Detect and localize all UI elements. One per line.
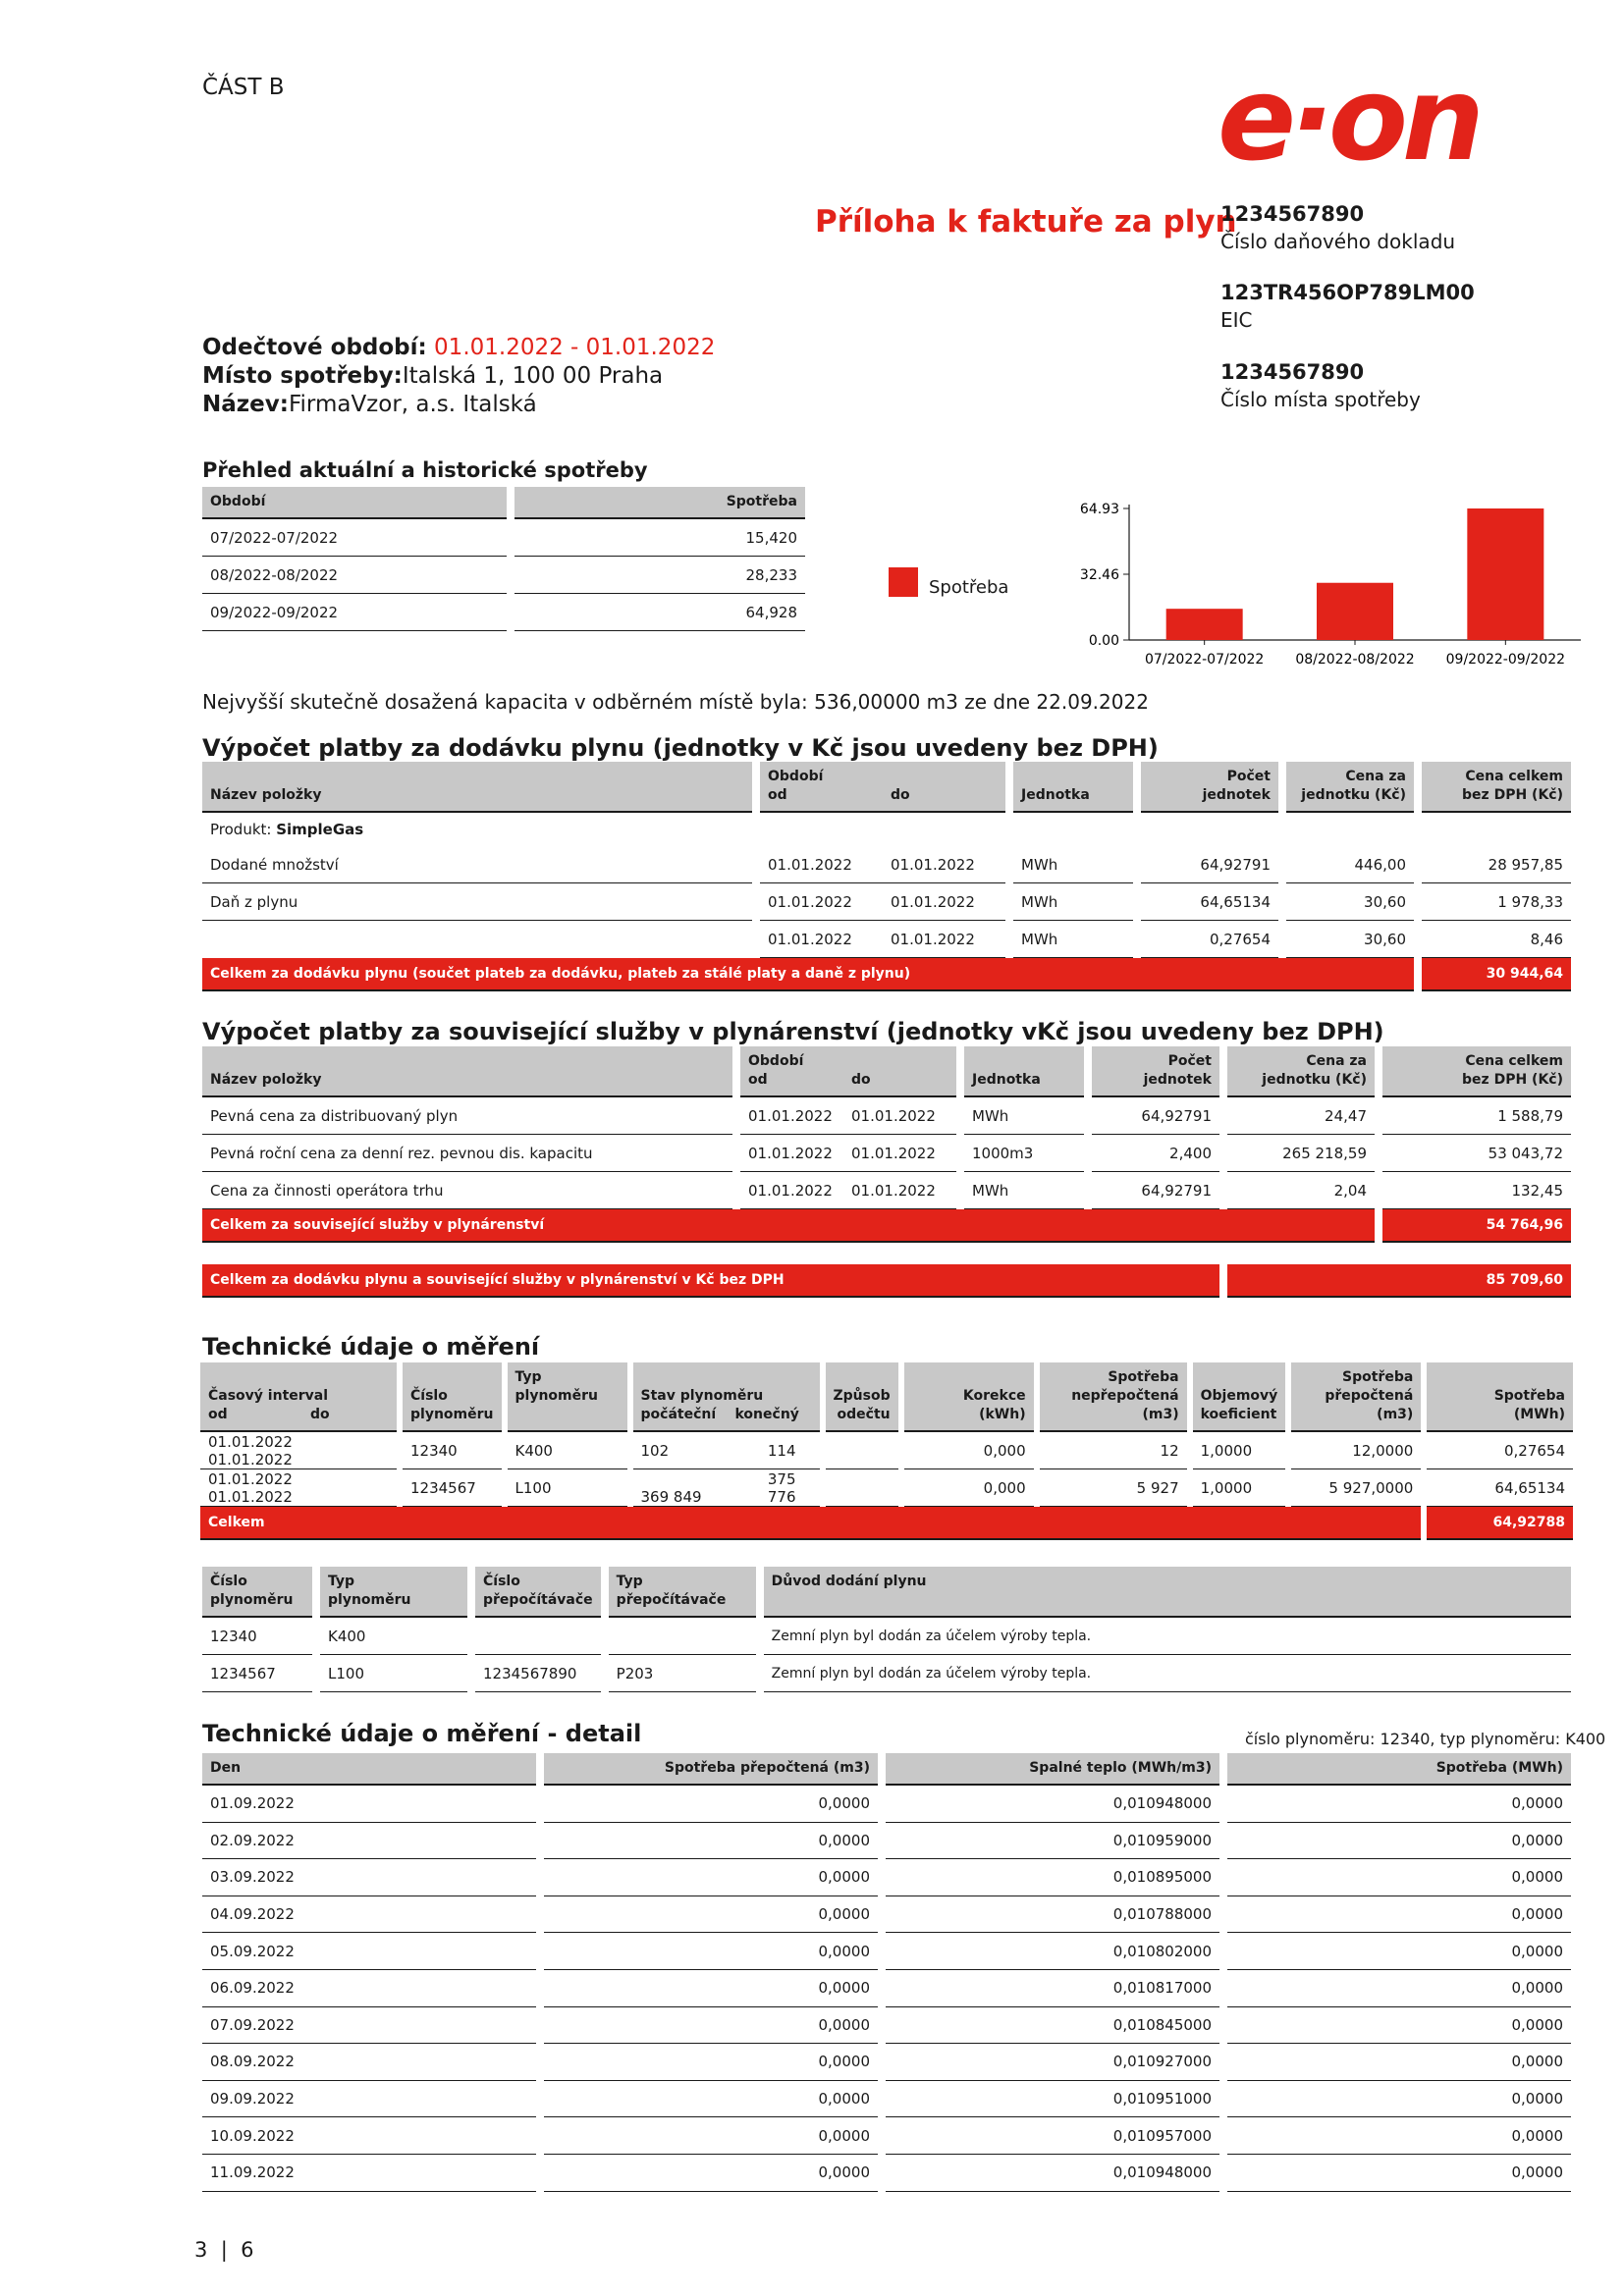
- col-consumption-mwh: Spotřeba (MWh): [1227, 1753, 1571, 1786]
- table-row: Daň z plynu 01.01.2022 01.01.2022 MWh 64,65134 30,60 1 978,33: [202, 883, 1571, 921]
- table-row: Pevná cena za distribuovaný plyn 01.01.2022 01.01.2022 MWh 64,92791 24,47 1 588,79: [202, 1097, 1571, 1135]
- col-converter-no: Číslo přepočítávače: [475, 1567, 601, 1618]
- grand-total-row: [202, 1264, 1571, 1298]
- x-tick-label: 09/2022-09/2022: [1445, 652, 1566, 667]
- table-row: 03.09.2022 0,0000 0,010895000 0,0000: [202, 1859, 1571, 1896]
- id-value: 1234567890: [1220, 360, 1365, 384]
- place-label: Místo spotřeby:: [202, 363, 403, 389]
- col-period: Období od do: [740, 1046, 956, 1097]
- col-unit-price: Cena za jednotku (Kč): [1286, 762, 1414, 813]
- col-converter-type: Typ přepočítávače: [609, 1567, 756, 1618]
- bar: [1317, 583, 1393, 640]
- col-meter-no: Číslo plynoměru: [403, 1362, 502, 1432]
- bar: [1166, 609, 1243, 640]
- table-row: 08/2022-08/2022 28,233: [202, 557, 805, 594]
- services-table: [194, 1046, 1579, 1298]
- consumption-chart: [1060, 491, 1581, 687]
- table-row: 01.01.2022 01.01.2022 MWh 0,27654 30,60 8,46: [202, 921, 1571, 958]
- table-row: 08.09.2022 0,0000 0,010927000 0,0000: [202, 2044, 1571, 2081]
- total-label: Celkem za dodávku plynu (součet plateb za dodávku, plateb za stálé platy a daně z plynu): [202, 958, 1414, 991]
- table-row: 09/2022-09/2022 64,928: [202, 594, 805, 631]
- table-row: Dodané množství 01.01.2022 01.01.2022 MWh 64,92791 446,00 28 957,85: [202, 846, 1571, 883]
- y-tick-label: 64.93: [1079, 502, 1119, 517]
- period-value: 01.01.2022 - 01.01.2022: [434, 335, 716, 360]
- col-unit-price: Cena za jednotku (Kč): [1227, 1046, 1375, 1097]
- table-row: 12340 K400 Zemní plyn byl dodán za účelem výroby tepla.: [202, 1618, 1571, 1655]
- col-corrected-m3: Spotřeba přepočtená (m3): [544, 1753, 878, 1786]
- col-reason: Důvod dodání plynu: [764, 1567, 1571, 1618]
- consumption-point-id: [1220, 360, 1421, 411]
- document-title: Příloha k faktuře za plyn: [815, 204, 1237, 240]
- table-row: 01.01.202201.01.2022 1234567 L100 369 849375 776 0,000 5 927 1,0000 5 927,0000 64,65134: [200, 1469, 1573, 1507]
- supply-total-row: [202, 958, 1571, 991]
- total-label: Celkem za související služby v plynárenství: [202, 1209, 1375, 1243]
- table-row: Cena za činnosti operátora trhu 01.01.2022 01.01.2022 MWh 64,92791 2,04 132,45: [202, 1172, 1571, 1209]
- detail-table: [194, 1753, 1579, 2192]
- supply-title: Výpočet platby za dodávku plynu (jednotky v Kč jsou uvedeny bez DPH): [202, 734, 1159, 762]
- tax-document-id: [1220, 202, 1455, 253]
- col-meter-no: Číslo plynoměru: [202, 1567, 312, 1618]
- bar: [1467, 508, 1543, 640]
- meter-note: číslo plynoměru: 12340, typ plynoměru: K400: [1245, 1730, 1606, 1748]
- overview-title: Přehled aktuální a historické spotřeby: [202, 458, 648, 482]
- col-name: Název položky: [202, 762, 752, 813]
- page-number: 3 | 6: [194, 2238, 254, 2262]
- table-row: 10.09.2022 0,0000 0,010957000 0,0000: [202, 2117, 1571, 2155]
- table-row: 09.09.2022 0,0000 0,010951000 0,0000: [202, 2081, 1571, 2118]
- part-label: ČÁST B: [202, 75, 285, 100]
- total-value: 54 764,96: [1382, 1209, 1571, 1243]
- col-total: Cena celkem bez DPH (Kč): [1382, 1046, 1571, 1097]
- col-heat-value: Spalné teplo (MWh/m3): [886, 1753, 1219, 1786]
- services-total-row: [202, 1209, 1571, 1243]
- table-row: 07.09.2022 0,0000 0,010845000 0,0000: [202, 2007, 1571, 2045]
- col-total: Cena celkem bez DPH (Kč): [1422, 762, 1571, 813]
- id-value: 1234567890: [1220, 202, 1365, 226]
- col-unit: Jednotka: [1013, 762, 1133, 813]
- table-row: 04.09.2022 0,0000 0,010788000 0,0000: [202, 1896, 1571, 1934]
- col-unit: Jednotka: [964, 1046, 1084, 1097]
- name-value: FirmaVzor, a.s. Italská: [288, 392, 537, 417]
- eic-id: [1220, 281, 1475, 332]
- grand-total-label: Celkem za dodávku plynu a související služby v plynárenství v Kč bez DPH: [202, 1264, 1219, 1298]
- grand-total-value: 85 709,60: [1227, 1264, 1571, 1298]
- legend-label: Spotřeba: [929, 577, 1009, 598]
- col-qty: Počet jednotek: [1092, 1046, 1219, 1097]
- col-corrected: Spotřeba přepočtená (m3): [1291, 1362, 1421, 1432]
- col-meter-type: Typ plynoměru: [508, 1362, 627, 1432]
- x-tick-label: 07/2022-07/2022: [1144, 652, 1265, 667]
- tech-title: Technické údaje o měření: [202, 1333, 540, 1361]
- overview-table: [194, 487, 813, 631]
- col-qty: Počet jednotek: [1141, 762, 1278, 813]
- table-row: 02.09.2022 0,0000 0,010959000 0,0000: [202, 1823, 1571, 1860]
- tech-table: [194, 1362, 1579, 1540]
- table-row: 06.09.2022 0,0000 0,010817000 0,0000: [202, 1970, 1571, 2007]
- detail-title: Technické údaje o měření - detail: [202, 1720, 642, 1747]
- period-label: Odečtové období:: [202, 335, 427, 360]
- table-row: 07/2022-07/2022 15,420: [202, 519, 805, 557]
- col-name: Název položky: [202, 1046, 732, 1097]
- y-tick-label: 0.00: [1088, 633, 1119, 649]
- table-row: Pevná roční cena za denní rez. pevnou dis. kapacitu 01.01.2022 01.01.2022 1000m3 2,400 265 218,59 53 043,72: [202, 1135, 1571, 1172]
- col-meter-type: Typ plynoměru: [320, 1567, 467, 1618]
- tech-total-row: [200, 1507, 1573, 1540]
- y-tick-label: 32.46: [1079, 567, 1119, 584]
- col-coefficient: Objemový koeficient: [1193, 1362, 1286, 1432]
- product-name: SimpleGas: [276, 821, 364, 838]
- name-label: Název:: [202, 392, 289, 417]
- col-correction: Korekce (kWh): [904, 1362, 1034, 1432]
- table-row: 1234567 L100 1234567890 P203 Zemní plyn byl dodán za účelem výroby tepla.: [202, 1655, 1571, 1692]
- period-info: [202, 334, 715, 419]
- table-row: 11.09.2022 0,0000 0,010948000 0,0000: [202, 2155, 1571, 2192]
- legend-swatch: [889, 567, 918, 597]
- product-row: Produkt: SimpleGas: [210, 821, 364, 838]
- col-interval: Časový interval od do: [200, 1362, 397, 1432]
- col-day: Den: [202, 1753, 536, 1786]
- id-label: EIC: [1220, 308, 1253, 332]
- col-period: Období od do: [760, 762, 1005, 813]
- id-label: Číslo místa spotřeby: [1220, 388, 1421, 411]
- col-method: Způsob odečtu: [826, 1362, 898, 1432]
- col-consumption: Spotřeba: [514, 487, 805, 519]
- table-row: 05.09.2022 0,0000 0,010802000 0,0000: [202, 1933, 1571, 1970]
- place-value: Italská 1, 100 00 Praha: [402, 363, 664, 389]
- table-row: 01.09.2022 0,0000 0,010948000 0,0000: [202, 1786, 1571, 1823]
- services-title: Výpočet platby za související služby v plynárenství (jednotky vKč jsou uvedeny bez DPH): [202, 1018, 1384, 1045]
- logo-text: e·on: [1218, 69, 1479, 177]
- col-mwh: Spotřeba (MWh): [1427, 1362, 1573, 1432]
- total-value: 30 944,64: [1422, 958, 1571, 991]
- table-row: 01.01.202201.01.2022 12340 K400 102 114 0,000 12 1,0000 12,0000 0,27654: [200, 1432, 1573, 1469]
- meters-table: [194, 1567, 1579, 1692]
- id-value: 123TR456OP789LM00: [1220, 281, 1475, 304]
- col-period: Období: [202, 487, 507, 519]
- total-value: 64,92788: [1427, 1507, 1573, 1540]
- supply-table: [194, 762, 1579, 991]
- total-label: Celkem: [200, 1507, 1421, 1540]
- col-uncorrected: Spotřeba nepřepočtená (m3): [1040, 1362, 1187, 1432]
- x-tick-label: 08/2022-08/2022: [1295, 652, 1415, 667]
- eon-logo: [1218, 69, 1551, 177]
- col-meter-state: Stav plynoměru počáteční konečný: [633, 1362, 820, 1432]
- id-label: Číslo daňového dokladu: [1220, 230, 1456, 253]
- capacity-note: Nejvyšší skutečně dosažená kapacita v odběrném místě byla: 536,00000 m3 ze dne 22.09.2022: [202, 690, 1149, 714]
